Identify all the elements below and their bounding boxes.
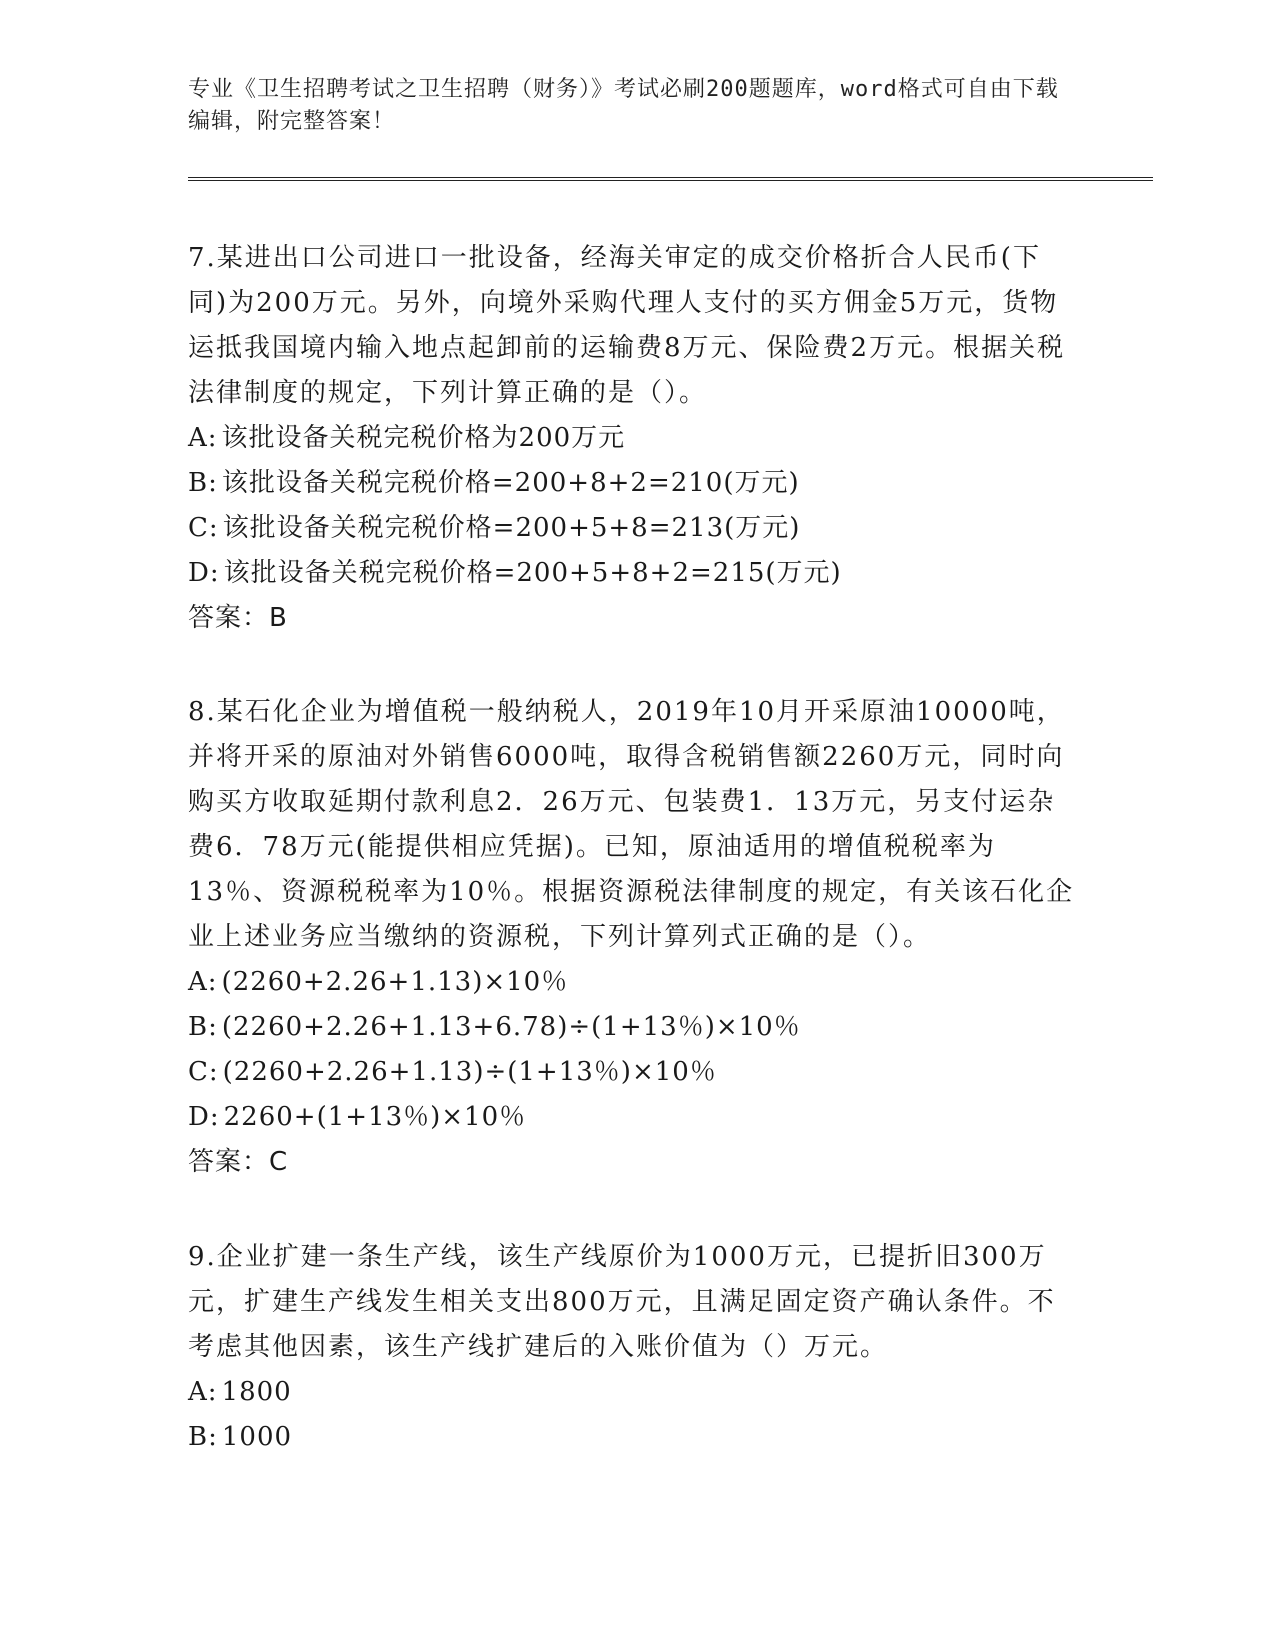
option-text: 该批设备关税完税价格=200+5+8+2=215(万元) <box>223 558 842 588</box>
option-label: B: <box>188 1012 218 1042</box>
question-stem: 7.某进出口公司进口一批设备，经海关审定的成交价格折合人民币(下同)为200万元。另外，向境外采购代理人支付的买方佣金5万元，货物运抵我国境内输入地点起卸前的运输费8万元、保险费2万元。根据关税法律制度的规定，下列计算正确的是（）。 <box>188 243 1066 408</box>
option-label: C: <box>188 513 219 543</box>
option-text: 1800 <box>221 1377 292 1407</box>
option-c <box>188 1050 1078 1095</box>
question-stem: 8.某石化企业为增值税一般纳税人，2019年10月开采原油10000吨，并将开采的原油对外销售6000吨，取得含税销售额2260万元，同时向购买方收取延期付款利息2．26万元、包装费1．13万元，另支付运杂费6．78万元(能提供相应凭据)。已知，原油适用的增值税税率为13％、资源税税率为10％。根据资源税法律制度的规定，有关该石化企业上述业务应当缴纳的资源税，下列计算列式正确的是（）。 <box>188 697 1075 952</box>
option-text: 该批设备关税完税价格为200万元 <box>221 423 626 453</box>
option-label: B: <box>188 468 218 498</box>
option-label: A: <box>188 1377 218 1407</box>
option-a <box>188 960 1078 1005</box>
question-stem: 9.企业扩建一条生产线，该生产线原价为1000万元，已提折旧300万元，扩建生产线发生相关支出800万元，且满足固定资产确认条件。不考虑其他因素，该生产线扩建后的入账价值为（）万元。 <box>188 1242 1056 1362</box>
question-9 <box>188 1235 1078 1460</box>
option-label: A: <box>188 423 218 453</box>
option-c <box>188 506 1078 551</box>
question-8 <box>188 690 1078 1185</box>
document-header: 专业《卫生招聘考试之卫生招聘（财务）》考试必刷200题题库，word格式可自由下载编辑，附完整答案！ <box>188 77 1059 134</box>
option-b <box>188 1005 1078 1050</box>
question-7 <box>188 236 1078 641</box>
option-text: (2260+2.26+1.13)×10％ <box>221 967 569 997</box>
option-label: B: <box>188 1422 218 1452</box>
option-d <box>188 1095 1078 1140</box>
option-label: D: <box>188 558 220 588</box>
answer-line: 答案：B <box>188 603 288 633</box>
option-text: 2260+(1+13％)×10％ <box>223 1102 527 1132</box>
option-text: (2260+2.26+1.13+6.78)÷(1+13％)×10％ <box>221 1012 801 1042</box>
option-label: C: <box>188 1057 219 1087</box>
option-text: 1000 <box>221 1422 293 1452</box>
option-a <box>188 1370 1078 1415</box>
option-text: (2260+2.26+1.13)÷(1+13％)×10％ <box>222 1057 717 1087</box>
option-text: 该批设备关税完税价格=200+8+2=210(万元) <box>221 468 800 498</box>
answer-line: 答案：C <box>188 1147 289 1177</box>
option-d <box>188 551 1078 596</box>
header-divider <box>188 177 1153 181</box>
option-text: 该批设备关税完税价格=200+5+8=213(万元) <box>222 513 801 543</box>
option-b <box>188 461 1078 506</box>
option-a <box>188 416 1078 461</box>
option-b <box>188 1415 1078 1460</box>
option-label: D: <box>188 1102 220 1132</box>
option-label: A: <box>188 967 218 997</box>
